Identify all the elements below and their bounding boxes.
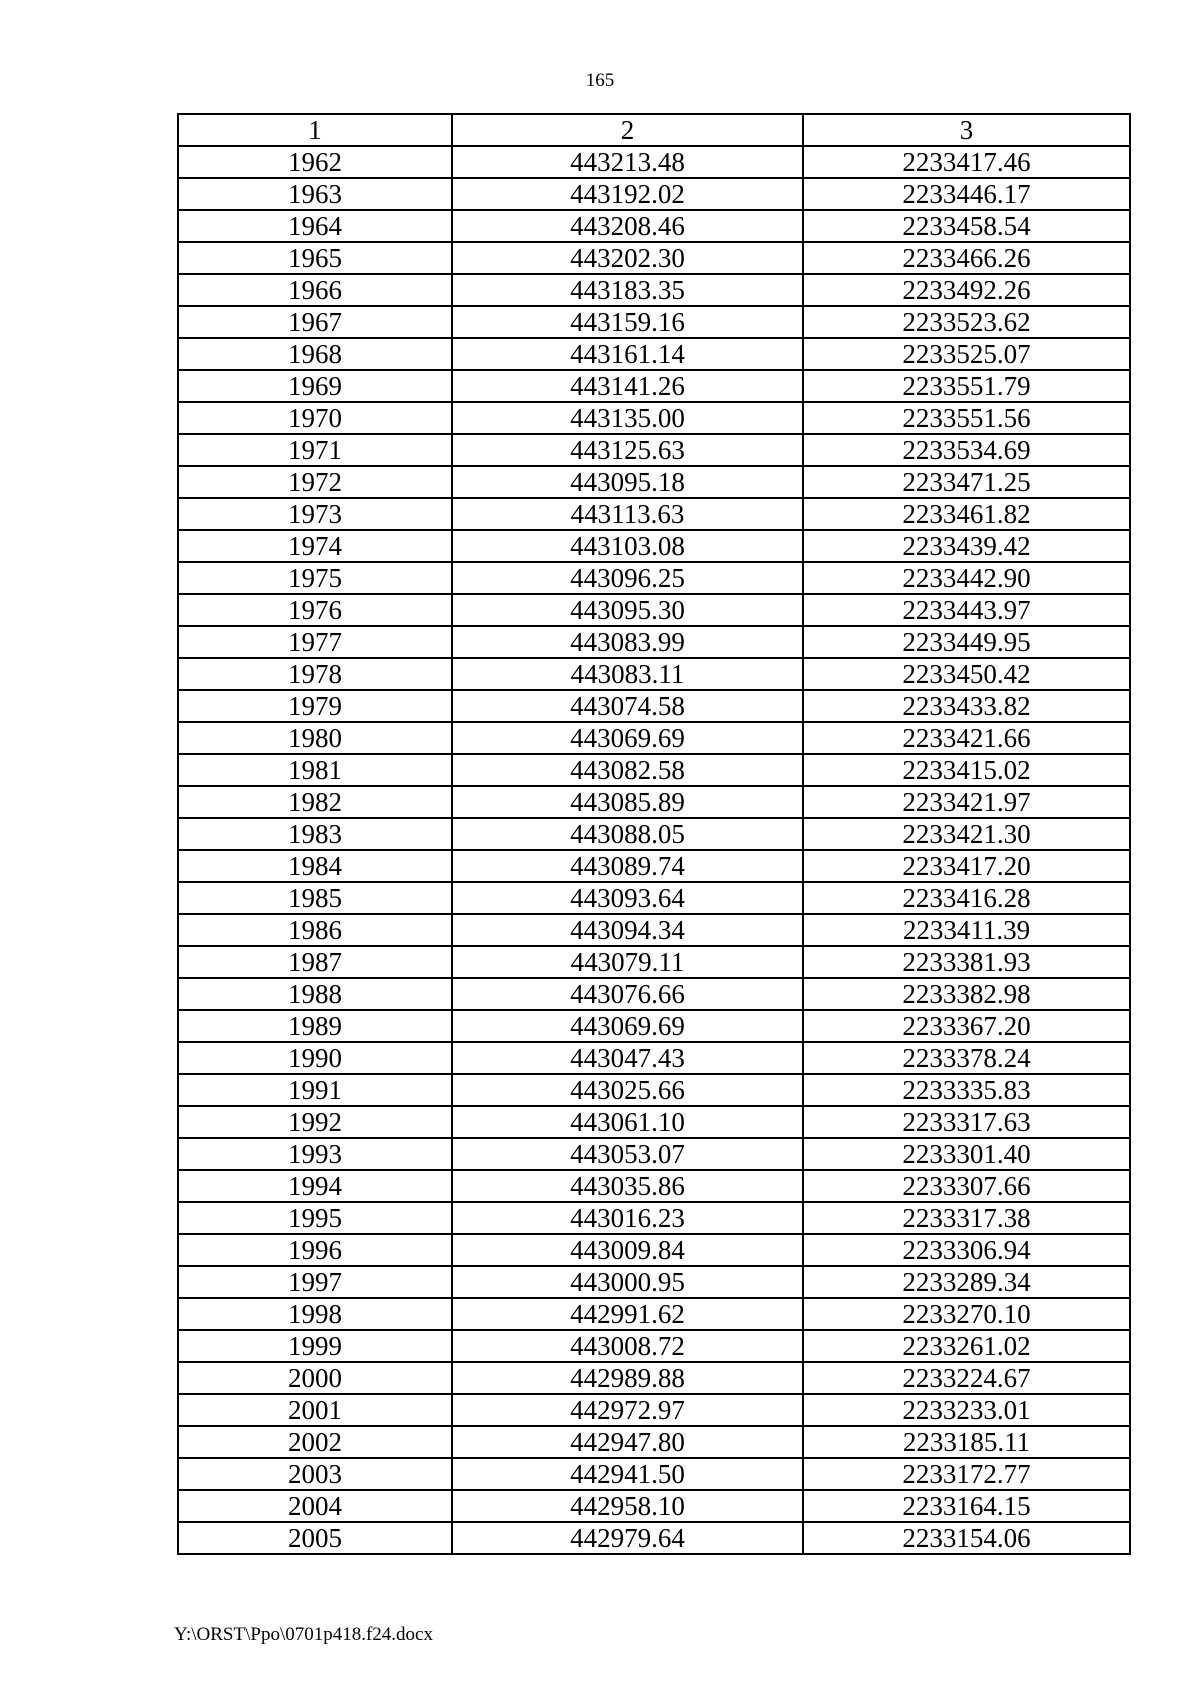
table-cell: 1973 xyxy=(178,498,452,530)
table-cell: 2004 xyxy=(178,1490,452,1522)
table-cell: 1980 xyxy=(178,722,452,754)
table-cell: 2233551.79 xyxy=(803,370,1130,402)
table-cell: 1982 xyxy=(178,786,452,818)
table-cell: 2233421.30 xyxy=(803,818,1130,850)
table-cell: 443009.84 xyxy=(452,1234,803,1266)
table-row xyxy=(178,818,1130,850)
table-cell: 1984 xyxy=(178,850,452,882)
table-cell: 2233164.15 xyxy=(803,1490,1130,1522)
table-cell: 2233154.06 xyxy=(803,1522,1130,1554)
table-cell: 1971 xyxy=(178,434,452,466)
table-cell: 443103.08 xyxy=(452,530,803,562)
table-cell: 443094.34 xyxy=(452,914,803,946)
table-cell: 1968 xyxy=(178,338,452,370)
table-cell: 2233458.54 xyxy=(803,210,1130,242)
table-row xyxy=(178,466,1130,498)
table-cell: 2233378.24 xyxy=(803,1042,1130,1074)
table-cell: 2233534.69 xyxy=(803,434,1130,466)
table-cell: 443035.86 xyxy=(452,1170,803,1202)
table-row xyxy=(178,1138,1130,1170)
header-row xyxy=(178,114,1130,146)
table-cell: 1992 xyxy=(178,1106,452,1138)
table-cell: 2233411.39 xyxy=(803,914,1130,946)
table-cell: 443082.58 xyxy=(452,754,803,786)
table-row xyxy=(178,690,1130,722)
table-row xyxy=(178,1490,1130,1522)
table-cell: 1995 xyxy=(178,1202,452,1234)
table-cell: 2002 xyxy=(178,1426,452,1458)
table-cell: 1997 xyxy=(178,1266,452,1298)
table-row xyxy=(178,978,1130,1010)
table-row xyxy=(178,146,1130,178)
table-row xyxy=(178,1202,1130,1234)
table-cell: 2233224.67 xyxy=(803,1362,1130,1394)
table-cell: 1965 xyxy=(178,242,452,274)
table-row xyxy=(178,946,1130,978)
table-cell: 1983 xyxy=(178,818,452,850)
table-cell: 2233461.82 xyxy=(803,498,1130,530)
table-cell: 1976 xyxy=(178,594,452,626)
table-cell: 2233367.20 xyxy=(803,1010,1130,1042)
table-cell: 1963 xyxy=(178,178,452,210)
table-cell: 1988 xyxy=(178,978,452,1010)
table-cell: 1979 xyxy=(178,690,452,722)
table-cell: 1990 xyxy=(178,1042,452,1074)
table-cell: 1974 xyxy=(178,530,452,562)
table-cell: 443085.89 xyxy=(452,786,803,818)
table-cell: 442991.62 xyxy=(452,1298,803,1330)
table-row xyxy=(178,1330,1130,1362)
table-cell: 2233421.97 xyxy=(803,786,1130,818)
table-cell: 2005 xyxy=(178,1522,452,1554)
table-cell: 443076.66 xyxy=(452,978,803,1010)
table-cell: 2233446.17 xyxy=(803,178,1130,210)
table-cell: 442941.50 xyxy=(452,1458,803,1490)
table-row xyxy=(178,594,1130,626)
table-cell: 443095.18 xyxy=(452,466,803,498)
table-cell: 1967 xyxy=(178,306,452,338)
table-row xyxy=(178,562,1130,594)
table-cell: 443061.10 xyxy=(452,1106,803,1138)
table-cell: 2233450.42 xyxy=(803,658,1130,690)
table-cell: 2233307.66 xyxy=(803,1170,1130,1202)
column-header: 2 xyxy=(452,114,803,146)
table-row xyxy=(178,1042,1130,1074)
table-body xyxy=(178,146,1130,1554)
table-cell: 2233433.82 xyxy=(803,690,1130,722)
table-cell: 442979.64 xyxy=(452,1522,803,1554)
table-row xyxy=(178,1106,1130,1138)
table-cell: 443083.11 xyxy=(452,658,803,690)
table-cell: 443000.95 xyxy=(452,1266,803,1298)
table-cell: 1996 xyxy=(178,1234,452,1266)
table-row xyxy=(178,1362,1130,1394)
table-row xyxy=(178,210,1130,242)
table-cell: 1981 xyxy=(178,754,452,786)
column-header: 3 xyxy=(803,114,1130,146)
table-cell: 1989 xyxy=(178,1010,452,1042)
table-row xyxy=(178,658,1130,690)
table-cell: 443069.69 xyxy=(452,1010,803,1042)
table-row xyxy=(178,1234,1130,1266)
table-cell: 1993 xyxy=(178,1138,452,1170)
table-cell: 2233233.01 xyxy=(803,1394,1130,1426)
table-cell: 443093.64 xyxy=(452,882,803,914)
table-cell: 1970 xyxy=(178,402,452,434)
table-cell: 1975 xyxy=(178,562,452,594)
table-row xyxy=(178,274,1130,306)
table-cell: 1999 xyxy=(178,1330,452,1362)
table-cell: 1964 xyxy=(178,210,452,242)
table-cell: 2233270.10 xyxy=(803,1298,1130,1330)
table-row xyxy=(178,498,1130,530)
table-cell: 443025.66 xyxy=(452,1074,803,1106)
table-row xyxy=(178,242,1130,274)
table-cell: 1985 xyxy=(178,882,452,914)
table-row xyxy=(178,1426,1130,1458)
table-cell: 2233439.42 xyxy=(803,530,1130,562)
table-cell: 1966 xyxy=(178,274,452,306)
table-cell: 1972 xyxy=(178,466,452,498)
table-cell: 2233261.02 xyxy=(803,1330,1130,1362)
table-row xyxy=(178,882,1130,914)
table-cell: 1987 xyxy=(178,946,452,978)
table-cell: 443202.30 xyxy=(452,242,803,274)
table-cell: 2233185.11 xyxy=(803,1426,1130,1458)
table-cell: 443159.16 xyxy=(452,306,803,338)
table-cell: 1986 xyxy=(178,914,452,946)
table-row xyxy=(178,178,1130,210)
table-row xyxy=(178,1266,1130,1298)
table-cell: 2233442.90 xyxy=(803,562,1130,594)
table-cell: 2233417.20 xyxy=(803,850,1130,882)
table-row xyxy=(178,1522,1130,1554)
table-cell: 443079.11 xyxy=(452,946,803,978)
table-cell: 442958.10 xyxy=(452,1490,803,1522)
table-cell: 443047.43 xyxy=(452,1042,803,1074)
table-row xyxy=(178,1298,1130,1330)
table-cell: 2233415.02 xyxy=(803,754,1130,786)
footer-file-path: Y:\ORST\Ppo\0701p418.f24.docx xyxy=(174,1624,433,1645)
page-number: 165 xyxy=(585,70,615,91)
table-cell: 2233172.77 xyxy=(803,1458,1130,1490)
table-cell: 1994 xyxy=(178,1170,452,1202)
table-cell: 1977 xyxy=(178,626,452,658)
table-row xyxy=(178,786,1130,818)
data-table xyxy=(177,113,1131,1555)
table-row xyxy=(178,338,1130,370)
table-cell: 443213.48 xyxy=(452,146,803,178)
table-cell: 443083.99 xyxy=(452,626,803,658)
table-cell: 443135.00 xyxy=(452,402,803,434)
table-row xyxy=(178,1074,1130,1106)
table-cell: 1969 xyxy=(178,370,452,402)
table-cell: 443141.26 xyxy=(452,370,803,402)
table-cell: 2233551.56 xyxy=(803,402,1130,434)
table-cell: 443161.14 xyxy=(452,338,803,370)
table-cell: 1978 xyxy=(178,658,452,690)
table-cell: 2233416.28 xyxy=(803,882,1130,914)
table-cell: 443016.23 xyxy=(452,1202,803,1234)
table-cell: 2003 xyxy=(178,1458,452,1490)
table-row xyxy=(178,434,1130,466)
table-cell: 443113.63 xyxy=(452,498,803,530)
table-row xyxy=(178,754,1130,786)
table-cell: 443069.69 xyxy=(452,722,803,754)
table-header xyxy=(178,114,1130,146)
table-row xyxy=(178,1170,1130,1202)
table-cell: 2233492.26 xyxy=(803,274,1130,306)
table-cell: 2233381.93 xyxy=(803,946,1130,978)
table-row xyxy=(178,626,1130,658)
table-cell: 443095.30 xyxy=(452,594,803,626)
table-row xyxy=(178,1010,1130,1042)
table-cell: 2233443.97 xyxy=(803,594,1130,626)
table-cell: 443008.72 xyxy=(452,1330,803,1362)
table-cell: 443053.07 xyxy=(452,1138,803,1170)
table-cell: 2233317.63 xyxy=(803,1106,1130,1138)
table-cell: 2233382.98 xyxy=(803,978,1130,1010)
table-cell: 2233301.40 xyxy=(803,1138,1130,1170)
table-cell: 2233335.83 xyxy=(803,1074,1130,1106)
table-cell: 2233306.94 xyxy=(803,1234,1130,1266)
table-cell: 443208.46 xyxy=(452,210,803,242)
table-cell: 2233317.38 xyxy=(803,1202,1130,1234)
table-cell: 443074.58 xyxy=(452,690,803,722)
table-row xyxy=(178,1458,1130,1490)
table-cell: 443096.25 xyxy=(452,562,803,594)
table-cell: 443192.02 xyxy=(452,178,803,210)
table-cell: 2233525.07 xyxy=(803,338,1130,370)
table-row xyxy=(178,402,1130,434)
column-header: 1 xyxy=(178,114,452,146)
table-cell: 2233417.46 xyxy=(803,146,1130,178)
table-cell: 2233449.95 xyxy=(803,626,1130,658)
table-cell: 1962 xyxy=(178,146,452,178)
table-row xyxy=(178,850,1130,882)
table-cell: 2001 xyxy=(178,1394,452,1426)
table-cell: 2000 xyxy=(178,1362,452,1394)
table-row xyxy=(178,306,1130,338)
table-cell: 443183.35 xyxy=(452,274,803,306)
table-row xyxy=(178,1394,1130,1426)
table-cell: 2233471.25 xyxy=(803,466,1130,498)
table-cell: 443089.74 xyxy=(452,850,803,882)
table-cell: 443088.05 xyxy=(452,818,803,850)
table-row xyxy=(178,914,1130,946)
table-cell: 442947.80 xyxy=(452,1426,803,1458)
table-cell: 442989.88 xyxy=(452,1362,803,1394)
table-row xyxy=(178,370,1130,402)
table-cell: 1998 xyxy=(178,1298,452,1330)
table-cell: 442972.97 xyxy=(452,1394,803,1426)
table-row xyxy=(178,722,1130,754)
table-cell: 443125.63 xyxy=(452,434,803,466)
table-cell: 2233289.34 xyxy=(803,1266,1130,1298)
table-cell: 1991 xyxy=(178,1074,452,1106)
table-row xyxy=(178,530,1130,562)
table-cell: 2233466.26 xyxy=(803,242,1130,274)
table-cell: 2233421.66 xyxy=(803,722,1130,754)
table-cell: 2233523.62 xyxy=(803,306,1130,338)
